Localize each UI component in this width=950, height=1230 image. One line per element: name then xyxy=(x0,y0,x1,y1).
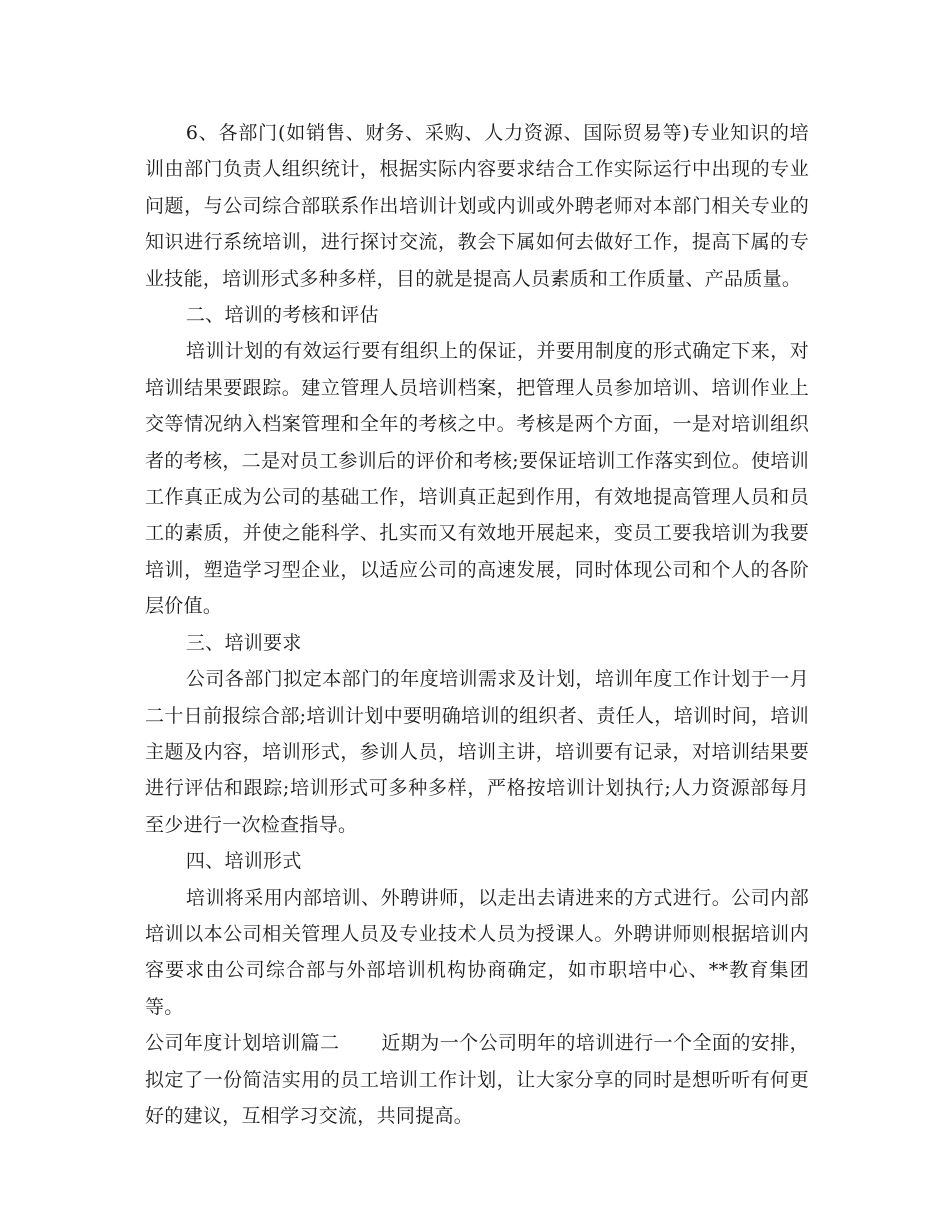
section-heading-requirements: 三、培训要求 xyxy=(185,631,302,654)
part-two-title: 公司年度计划培训篇二 xyxy=(145,1032,340,1055)
paragraph-part-two xyxy=(145,1025,809,1134)
document-body xyxy=(145,115,809,1134)
part-two-text: 近期为一个公司明年的培训进行一个全面的安排，拟定了一份简洁实用的员工培训工作计划，让大家分享的同时是想听听有何更好的建议，互相学习交流，共同提高。 xyxy=(145,1032,809,1127)
paragraph-department-training: 6、各部门(如销售、财务、采购、人力资源、国际贸易等)专业知识的培训由部门负责人组织统计，根据实际内容要求结合工作实际运行中出现的专业问题，与公司综合部联系作出培训计划或内训或外聘老师对本部门相关专业的知识进行系统培训，进行探讨交流，教会下属如何去做好工作，提高下属的专业技能，培训形式多种多样，目的就是提高人员素质和工作质量、产品质量。 xyxy=(145,122,809,290)
paragraph-format: 培训将采用内部培训、外聘讲师，以走出去请进来的方式进行。公司内部培训以本公司相关管理人员及专业技术人员为授课人。外聘讲师则根据培训内容要求由公司综合部与外部培训机构协商确定，如市职培中心、**教育集团等。 xyxy=(145,886,809,1018)
section-heading-assessment: 二、培训的考核和评估 xyxy=(185,304,379,327)
paragraph-requirements: 公司各部门拟定本部门的年度培训需求及计划，培训年度工作计划于一月二十日前报综合部;培训计划中要明确培训的组织者、责任人，培训时间，培训主题及内容，培训形式，参训人员，培训主讲，培训要有记录，对培训结果要进行评估和跟踪;培训形式可多种多样，严格按培训计划执行;人力资源部每月至少进行一次检查指导。 xyxy=(145,668,809,836)
section-heading-format: 四、培训形式 xyxy=(185,850,302,873)
paragraph-assessment: 培训计划的有效运行要有组织上的保证，并要用制度的形式确定下来，对培训结果要跟踪。建立管理人员培训档案，把管理人员参加培训、培训作业上交等情况纳入档案管理和全年的考核之中。考核是两个方面，一是对培训组织者的考核，二是对员工参训后的评价和考核;要保证培训工作落实到位。使培训工作真正成为公司的基础工作，培训真正起到作用，有效地提高管理人员和员工的素质，并使之能科学、扎实而又有效地开展起来，变员工要我培训为我要培训，塑造学习型企业，以适应公司的高速发展，同时体现公司和个人的各阶层价值。 xyxy=(145,340,809,618)
